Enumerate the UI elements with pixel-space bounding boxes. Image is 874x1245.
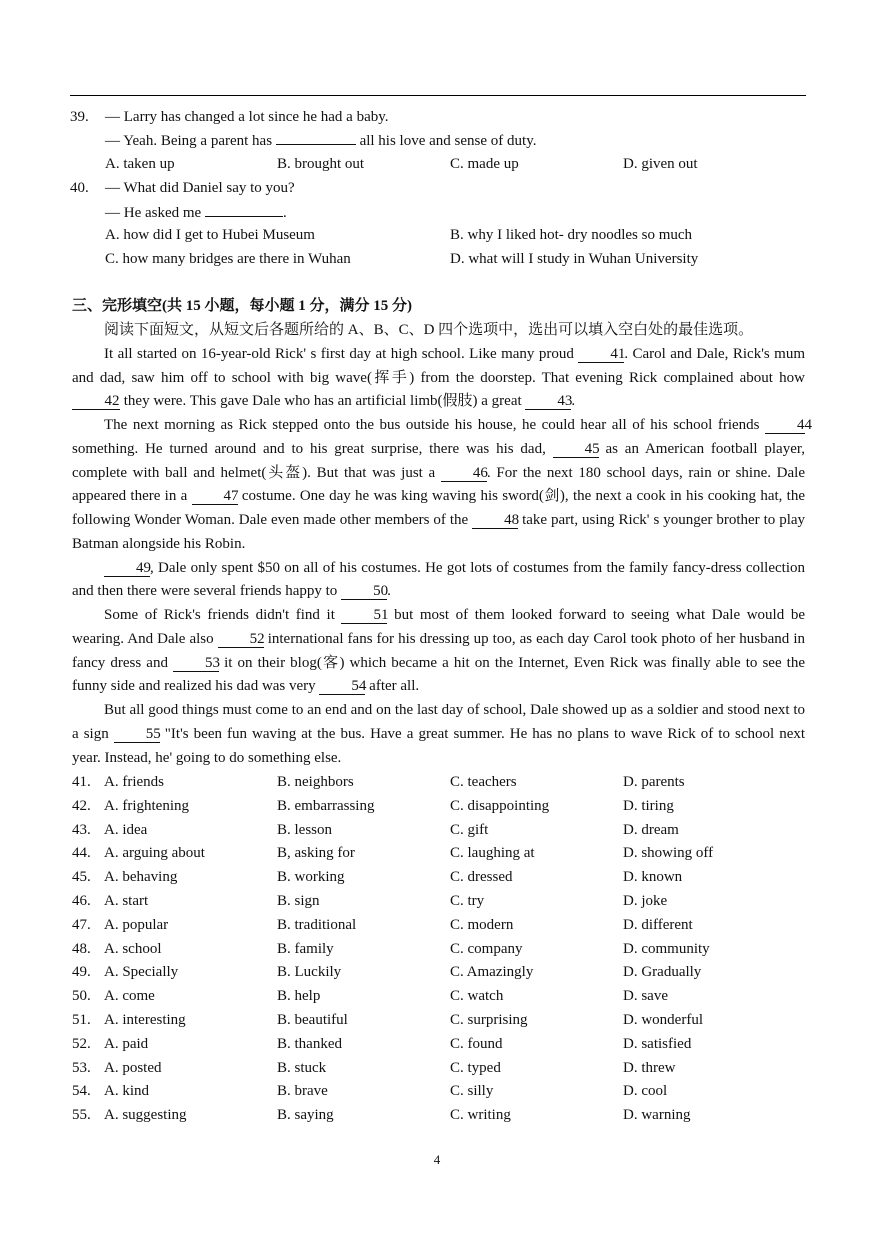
option-d: D. given out <box>623 156 698 172</box>
gap-44: 44 <box>765 417 805 434</box>
instruction: 阅读下面短文，从短文后各题所给的 A、B、C、D 四个选项中，选出可以填入空白处的最佳选项。 <box>104 322 754 338</box>
answer-row: 53. A. posted B. stuck C. typed D. threw <box>72 1059 676 1076</box>
gap-43: 43 <box>525 393 571 410</box>
paragraph-5: But all good things must come to an end and on the last day of school, Dale showed up as a soldier and stood next to a sign 55 "It's been fun waving at the bus. Have a great summer. He has no plans to wave Rick of to school next year. Instead, he' going to do something else. <box>72 702 806 766</box>
option-c: C. made up <box>450 156 519 172</box>
answer-row: 41. A. friends B. neighbors C. teachers D. parents <box>72 774 685 790</box>
option-d: D. what will I study in Wuhan University <box>450 251 699 267</box>
answer-row: 45. A. behaving B. working C. dressed D. known <box>72 869 683 886</box>
question-number: 39. <box>70 109 89 125</box>
q39-options <box>70 153 810 175</box>
gap-42: 42 <box>72 393 120 410</box>
gap-49: 49 <box>104 560 150 577</box>
answer-row: 54. A. kind B. brave C. silly D. cool <box>72 1083 668 1100</box>
gap-46: 46 <box>441 465 487 482</box>
q40-options-cd <box>70 248 810 270</box>
gap-41: 41 <box>578 346 624 363</box>
paragraph-1: It all started on 16-year-old Rick' s first day at high school. Like many proud 41. Carol and Dale, Rick's mum and dad, saw him off to school with big wave(挥手) from the doorstep. That evening Rick complained about how 42 they were. This gave Dale who has an artificial limb(假肢) a great 43. <box>72 345 806 410</box>
answer-row: 50. A. come B. help C. watch D. save <box>72 988 668 1005</box>
option-b: B. brought out <box>277 156 365 172</box>
question-number: 40. <box>70 180 89 196</box>
gap-45: 45 <box>553 441 599 458</box>
gap-48: 48 <box>472 512 518 529</box>
gap-50: 50 <box>341 583 387 600</box>
gap-51: 51 <box>341 607 387 624</box>
answer-blank <box>205 201 283 217</box>
gap-54: 54 <box>319 678 365 695</box>
gap-55: 55 <box>114 726 160 743</box>
option-b: B. why I liked hot- dry noodles so much <box>450 227 693 243</box>
q39-line2: — Yeah. Being a parent has all his love and sense of duty. <box>70 129 810 151</box>
answer-options <box>72 771 812 1128</box>
paragraph-3: 49, Dale only spent $50 on all of his costumes. He got lots of costumes from the family fancy-dress collection and then there were several friends happy to 50. <box>72 559 805 600</box>
q40-line2: — He asked me . <box>70 201 810 223</box>
option-a: A. how did I get to Hubei Museum <box>105 227 315 243</box>
answer-row: 47. A. popular B. traditional C. modern D. different <box>72 916 693 933</box>
q40-line1: 40. — What did Daniel say to you? <box>70 177 810 199</box>
gap-52: 52 <box>218 631 264 648</box>
cloze-passage <box>72 319 812 770</box>
gap-53: 53 <box>173 655 219 672</box>
q40-options-ab <box>70 224 810 246</box>
option-a: A. taken up <box>105 156 175 172</box>
q39-line1: 39. — Larry has changed a lot since he had a baby. <box>70 106 810 128</box>
paragraph-2: The next morning as Rick stepped onto the bus outside his house, he could hear all of his school friends 44 something. He turned around and to his great surprise, there was his dad, 45 as an American football player, complete with ball and helmet(头盔). But that was just a 46. For the next 180 school days, rain or shine. Dale appeared there in a 47 costume. One day he was king waving his sword(剑), the next a cook in his cooking hat, the following Wonder Woman. Dale even made other members of the 48 take part, using Rick' s younger brother to play Batman alongside his Robin. <box>72 417 812 552</box>
option-c: C. how many bridges are there in Wuhan <box>105 251 351 267</box>
answer-row: 42. A. frightening B. embarrassing C. disappointing D. tiring <box>72 797 674 814</box>
answer-blank <box>276 129 356 145</box>
section-heading: 三、完形填空(共 15 小题，每小题 1 分，满分 15 分) <box>72 298 412 314</box>
page-number: 4 <box>433 1152 441 1167</box>
gap-47: 47 <box>192 488 238 505</box>
paragraph-4: Some of Rick's friends didn't find it 51 but most of them looked forward to seeing what Dale would be wearing. And Dale also 52 international fans for his dressing up too, as each day Carol took photo of her husband in fancy dress and 53 it on their blog(客) which became a hit on the Internet, Even Rick was finally able to see the funny side and realized his dad was very 54 after all. <box>72 607 806 695</box>
answer-row: 43. A. idea B. lesson C. gift D. dream <box>72 821 679 838</box>
header-rule <box>70 95 806 96</box>
answer-row: 51. A. interesting B. beautiful C. surprising D. wonderful <box>72 1011 703 1028</box>
answer-row: 44. A. arguing about B, asking for C. laughing at D. showing off <box>72 845 714 862</box>
answer-row: 48. A. school B. family C. company D. community <box>72 940 710 957</box>
answer-row: 46. A. start B. sign C. try D. joke <box>72 892 668 909</box>
answer-row: 49. A. Specially B. Luckily C. Amazingly D. Gradually <box>72 964 702 981</box>
answer-row: 55. A. suggesting B. saying C. writing D. warning <box>72 1107 691 1124</box>
answer-row: 52. A. paid B. thanked C. found D. satisfied <box>72 1035 692 1052</box>
